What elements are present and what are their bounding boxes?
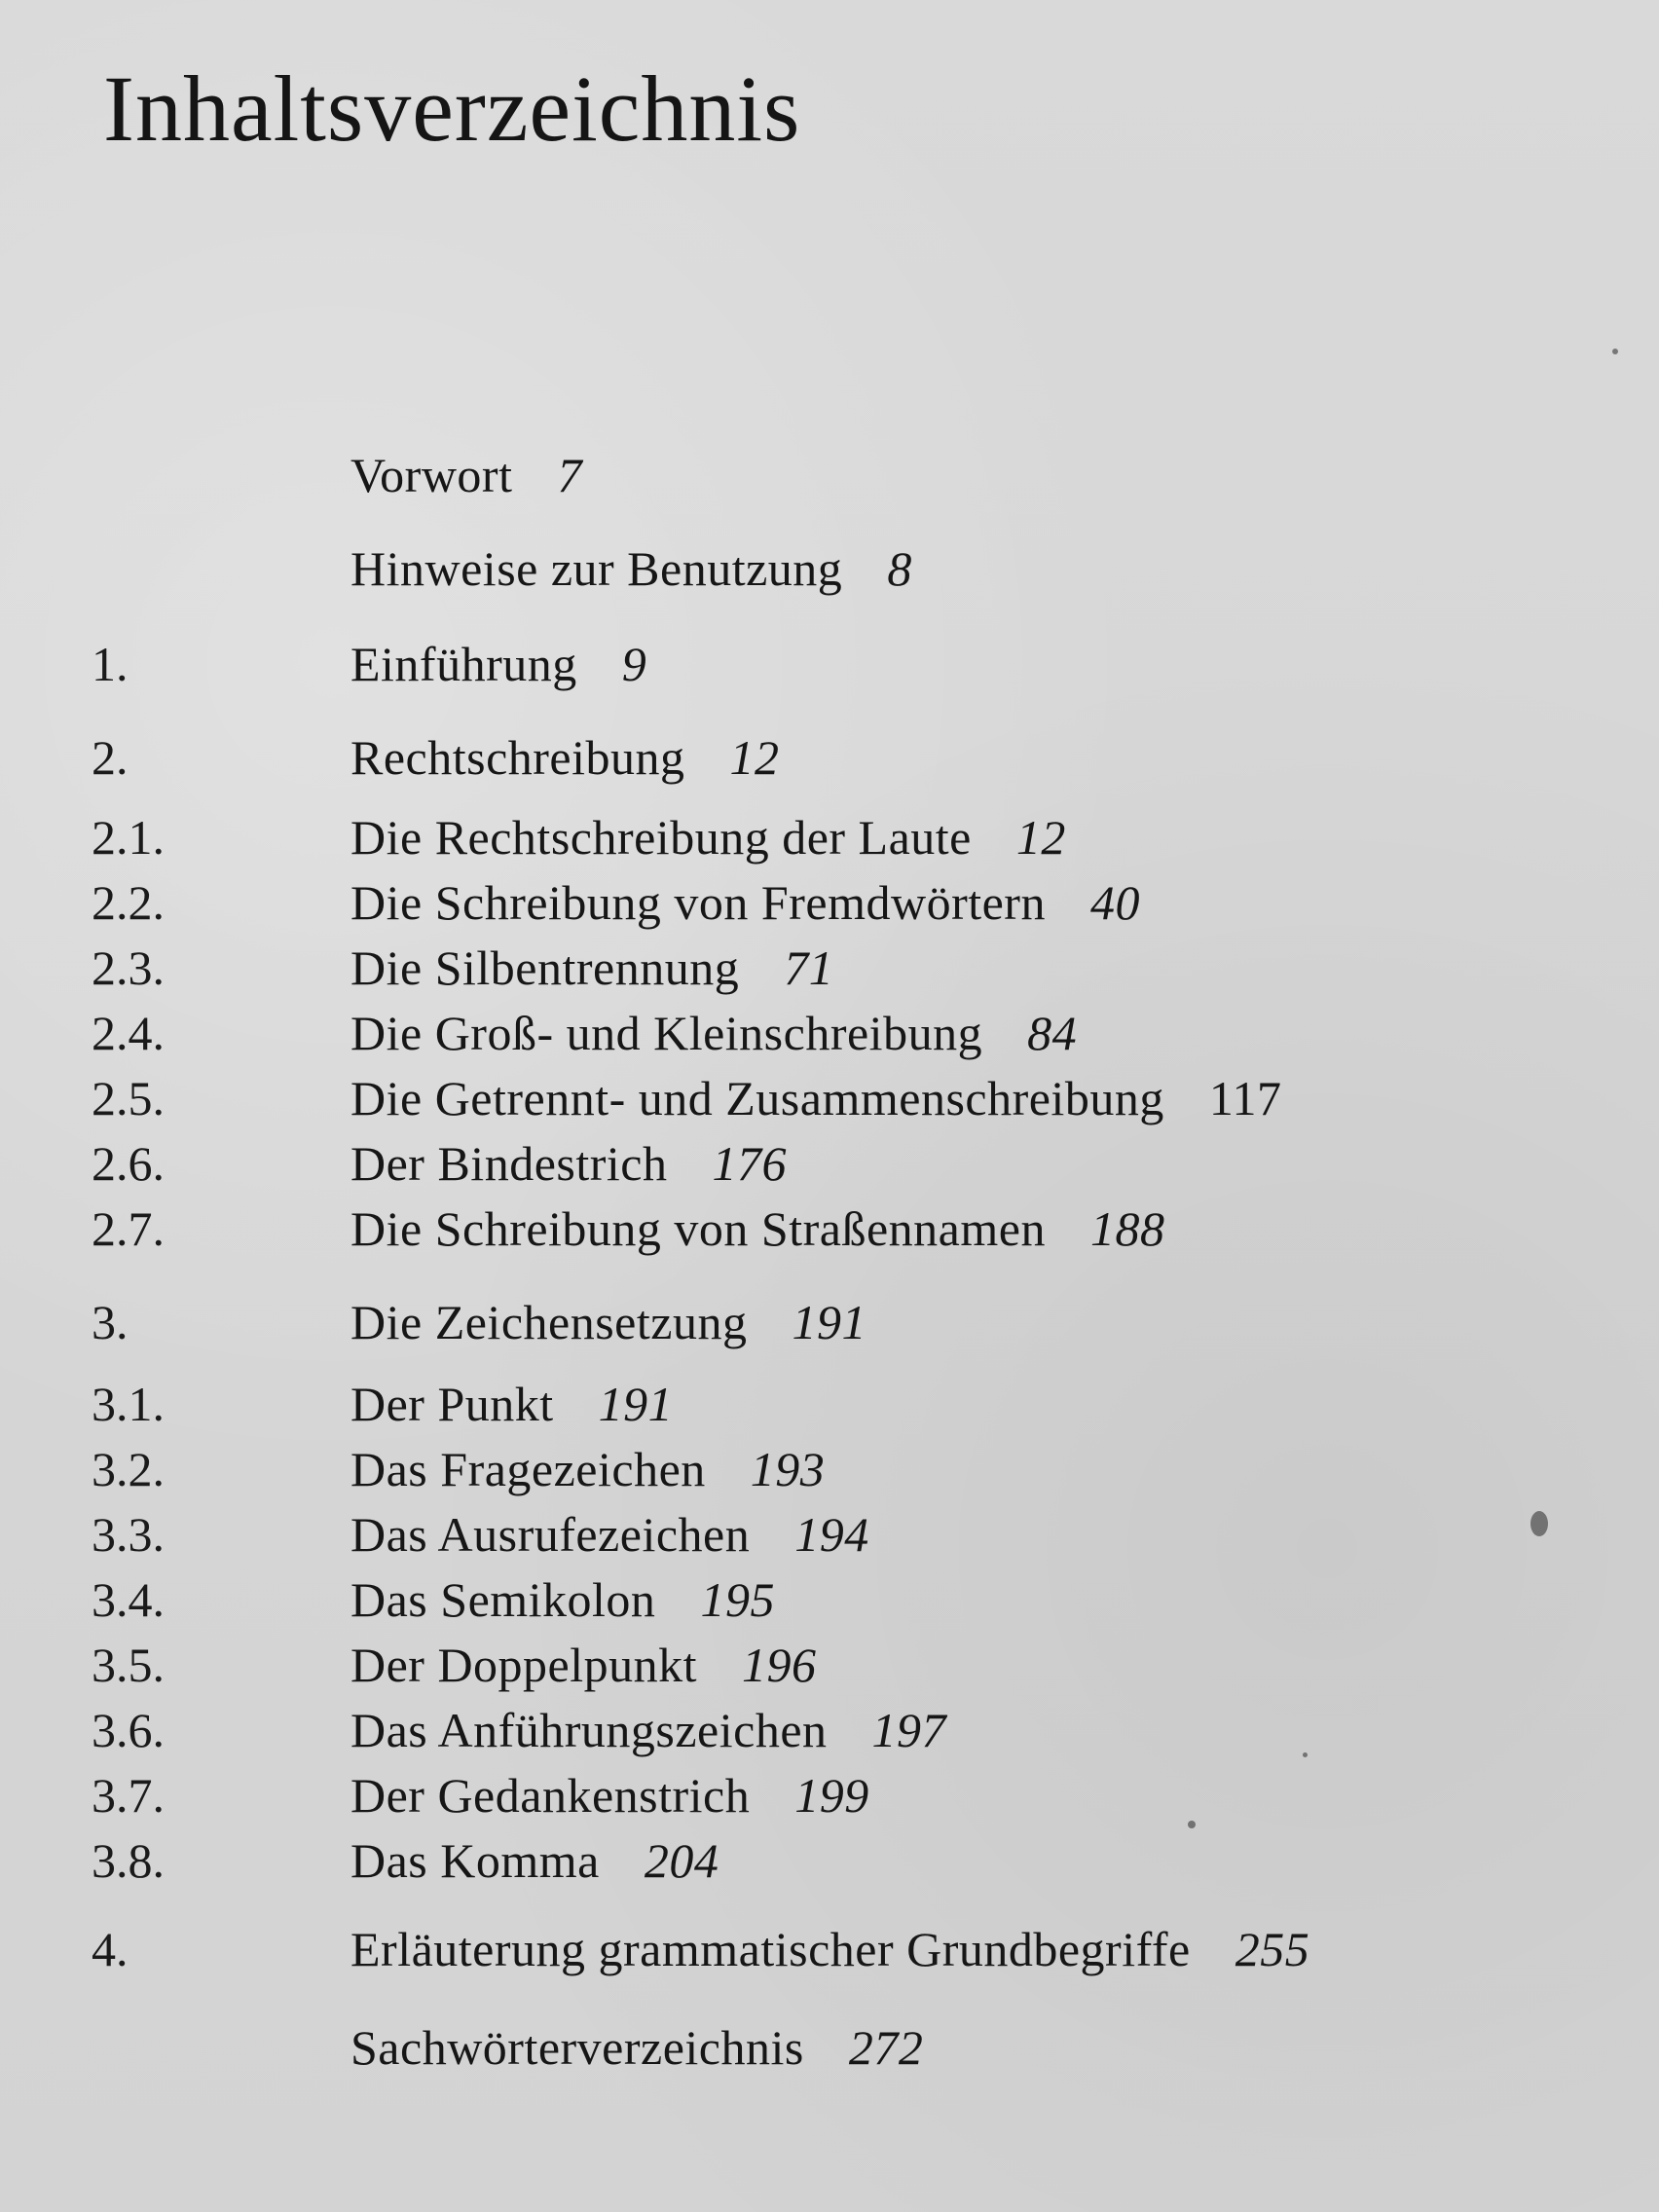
toc-entry-text: Hinweise zur Benutzung — [350, 541, 843, 596]
toc-entry — [350, 1375, 673, 1433]
toc-page-number: 195 — [700, 1572, 775, 1627]
toc-entry — [350, 1199, 1164, 1258]
toc-entry — [350, 808, 1066, 866]
toc-entry-text: Der Gedankenstrich — [350, 1768, 751, 1823]
toc-entry-text: Die Schreibung von Fremdwörtern — [350, 875, 1046, 930]
toc-entry — [350, 1636, 817, 1694]
toc-entry-text: Der Bindestrich — [350, 1136, 668, 1191]
toc-page-number: 12 — [729, 730, 780, 785]
toc-number: 3. — [92, 1295, 129, 1349]
toc-number: 3.1. — [92, 1377, 165, 1431]
toc-entry — [350, 446, 582, 504]
toc-entry — [350, 539, 912, 598]
toc-page-number: 191 — [792, 1295, 866, 1349]
toc-number: 3.7. — [92, 1768, 165, 1823]
toc-entry — [350, 1004, 1077, 1062]
toc-entry — [350, 1293, 866, 1351]
toc-page-number: 71 — [784, 940, 834, 995]
toc-entry-text: Die Groß- und Kleinschreibung — [350, 1006, 983, 1060]
toc-entry — [350, 1701, 946, 1759]
toc-number: 2.1. — [92, 810, 165, 865]
toc-page-number: 204 — [644, 1833, 719, 1888]
paper-speck — [1612, 349, 1618, 354]
toc-entry-text: Die Schreibung von Straßennamen — [350, 1201, 1046, 1256]
toc-page-number: 7 — [557, 448, 582, 502]
toc-page-number: 176 — [712, 1136, 787, 1191]
toc-entry — [350, 728, 780, 787]
page-title: Inhaltsverzeichnis — [103, 56, 801, 161]
toc-entry — [350, 873, 1140, 932]
toc-number: 3.4. — [92, 1572, 165, 1627]
toc-page-number: 196 — [742, 1638, 817, 1692]
toc-page-number: 191 — [598, 1377, 674, 1431]
toc-page-number: 8 — [887, 541, 912, 596]
toc-entry — [350, 939, 833, 997]
toc-page-number: 272 — [848, 2020, 924, 2075]
toc-entry — [350, 1766, 869, 1825]
toc-entry — [350, 2018, 923, 2077]
toc-entry-text: Sachwörterverzeichnis — [350, 2020, 804, 2075]
toc-entry-text: Die Silbentrennung — [350, 940, 740, 995]
toc-entry-text: Einführung — [350, 637, 577, 691]
toc-entry-text: Die Rechtschreibung der Laute — [350, 810, 972, 865]
toc-number: 3.3. — [92, 1507, 165, 1562]
toc-entry — [350, 1505, 869, 1564]
toc-page-number: 84 — [1027, 1006, 1078, 1060]
toc-number: 2.3. — [92, 940, 165, 995]
paper-speck — [1303, 1752, 1308, 1757]
toc-page-number: 9 — [621, 637, 647, 691]
toc-number: 4. — [92, 1922, 129, 1976]
toc-entry — [350, 635, 646, 693]
toc-page-number: 194 — [794, 1507, 869, 1562]
toc-number: 3.2. — [92, 1442, 165, 1496]
toc-entry-text: Der Doppelpunkt — [350, 1638, 698, 1692]
toc-page-number: 193 — [750, 1442, 826, 1496]
toc-page-number: 255 — [1235, 1922, 1310, 1976]
toc-number: 2.4. — [92, 1006, 165, 1060]
toc-page-number: 188 — [1089, 1201, 1165, 1256]
toc-number: 2.6. — [92, 1136, 165, 1191]
toc-number: 3.5. — [92, 1638, 165, 1692]
toc-entry — [350, 1440, 825, 1498]
toc-number: 2. — [92, 730, 129, 785]
toc-entry — [350, 1920, 1309, 1978]
toc-entry-text: Das Fragezeichen — [350, 1442, 706, 1496]
toc-entry — [350, 1069, 1281, 1127]
paper-speck — [1530, 1511, 1548, 1536]
toc-page-number: 40 — [1089, 875, 1140, 930]
toc-page-number: 12 — [1015, 810, 1066, 865]
toc-entry-text: Die Zeichensetzung — [350, 1295, 748, 1349]
paper-speck — [1188, 1821, 1196, 1828]
toc-number: 2.2. — [92, 875, 165, 930]
toc-number: 3.8. — [92, 1833, 165, 1888]
toc-number: 3.6. — [92, 1703, 165, 1757]
toc-entry-text: Das Anführungszeichen — [350, 1703, 828, 1757]
toc-entry — [350, 1831, 719, 1890]
toc-entry-text: Erläuterung grammatischer Grundbegriffe — [350, 1922, 1191, 1976]
toc-entry-text: Das Komma — [350, 1833, 600, 1888]
toc-entry-text: Das Semikolon — [350, 1572, 656, 1627]
toc-page-number: 197 — [871, 1703, 947, 1757]
toc-page-number: 199 — [794, 1768, 869, 1823]
toc-entry — [350, 1134, 787, 1193]
toc-page-number: 117 — [1208, 1071, 1282, 1125]
toc-entry-text: Die Getrennt- und Zusammenschreibung — [350, 1071, 1164, 1125]
toc-number: 1. — [92, 637, 129, 691]
toc-entry-text: Vorwort — [350, 448, 513, 502]
toc-entry-text: Das Ausrufezeichen — [350, 1507, 751, 1562]
toc-entry — [350, 1570, 775, 1629]
toc-entry-text: Rechtschreibung — [350, 730, 685, 785]
toc-number: 2.5. — [92, 1071, 165, 1125]
toc-entry-text: Der Punkt — [350, 1377, 554, 1431]
toc-number: 2.7. — [92, 1201, 165, 1256]
